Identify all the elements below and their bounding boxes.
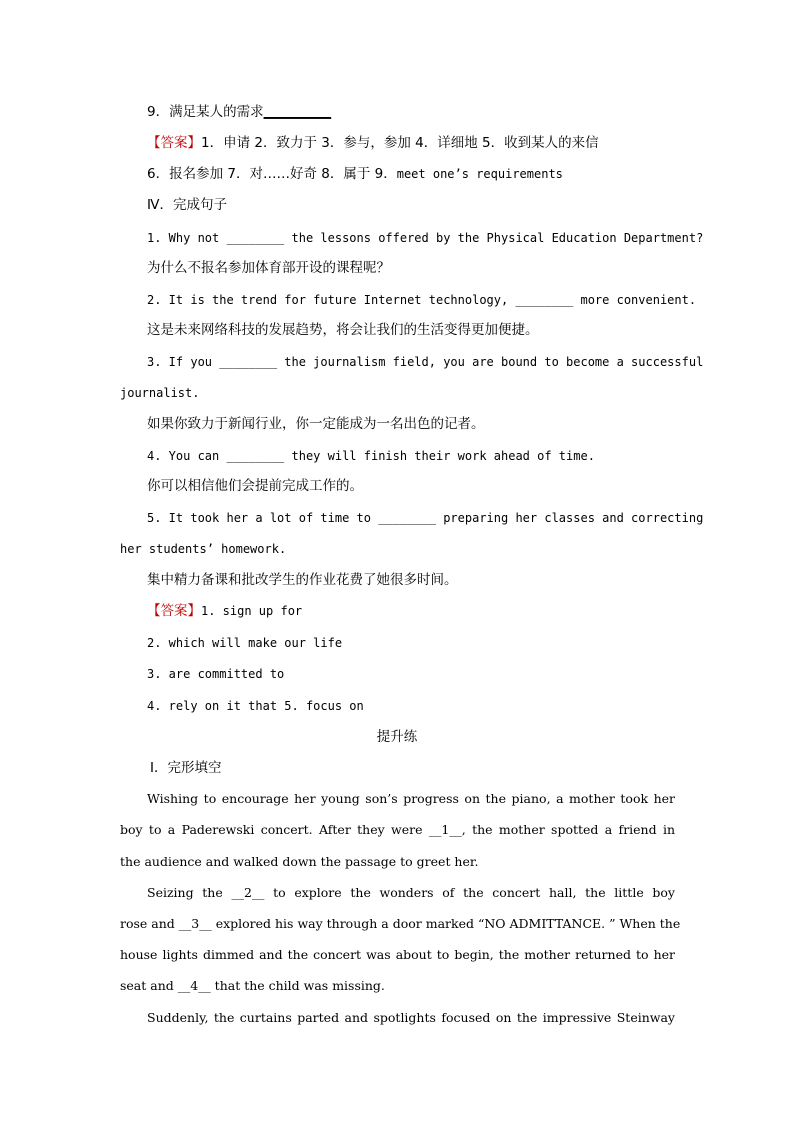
sentence-4-zh: 你可以相信他们会提前完成工作的。: [147, 478, 363, 494]
answer-2-item-3: 3. are committed to: [147, 667, 285, 681]
sentence-4-en: 4. You can ________ they will finish their work ahead of time.: [147, 449, 595, 463]
passage-line-7: seat and __4__ that the child was missing.: [120, 978, 385, 993]
answer-1-line1: 1．申请 2．致力于 3．参与，参加 4．详细地 5．收到某人的来信: [201, 135, 599, 151]
sentence-3-en-line1: 3. If you ________ the journalism field, you are bound to become a successful: [147, 355, 704, 369]
passage-line-6: house lights dimmed and the concert was about to begin, the mother returned to her: [120, 947, 675, 962]
answer-2-item-2: 2. which will make our life: [147, 636, 343, 650]
sentence-3-en-line2: journalist.: [120, 386, 200, 400]
answer-block-1-line2: [147, 166, 563, 182]
sentence-5-en-line1: 5. It took her a lot of time to ________ preparing her classes and correcting: [147, 511, 704, 525]
answer-1-line2-zh: 6．报名参加 7．对……好奇 8．属于 9．: [147, 166, 397, 182]
sentence-5-en-line2: her students’ homework.: [120, 542, 287, 556]
passage-line-8: Suddenly, the curtains parted and spotlights focused on the impressive Steinway: [147, 1010, 675, 1025]
answer-2-item-4: 4. rely on it that 5. focus on: [147, 699, 364, 713]
question-9-blank: __________: [263, 104, 332, 120]
sentence-3-zh: 如果你致力于新闻行业，你一定能成为一名出色的记者。: [147, 416, 485, 432]
question-9: [147, 104, 331, 120]
answer-tag: 【答案】: [147, 135, 201, 151]
answer-tag-2: 【答案】: [147, 603, 201, 619]
question-9-text: 9．满足某人的需求: [147, 104, 264, 120]
sentence-1-en: 1. Why not ________ the lessons offered by the Physical Education Department?: [147, 231, 704, 245]
section-4-title: Ⅳ．完成句子: [147, 197, 227, 213]
sentence-1-zh: 为什么不报名参加体育部开设的课程呢？: [147, 260, 390, 276]
sentence-2-zh: 这是未来网络科技的发展趋势，将会让我们的生活变得更加便捷。: [147, 322, 539, 338]
section-1-title: Ⅰ．完形填空: [150, 760, 222, 776]
answer-block-2-line1: [147, 603, 302, 619]
passage-line-5: rose and __3__ explored his way through a door marked “NO ADMITTANCE. ” When the: [120, 916, 681, 931]
passage-line-4: Seizing the __2__ to explore the wonders of the concert hall, the little boy: [147, 885, 675, 900]
answer-1-line2-en: meet one’s requirements: [396, 167, 563, 181]
sentence-5-zh: 集中精力备课和批改学生的作业花费了她很多时间。: [147, 572, 458, 588]
answer-block-1-line1: [147, 135, 599, 151]
passage-line-1: Wishing to encourage her young son’s progress on the piano, a mother took her: [147, 791, 675, 806]
passage-line-3: the audience and walked down the passage to greet her.: [120, 854, 479, 869]
passage-line-2: boy to a Paderewski concert. After they were __1__, the mother spotted a friend in: [120, 822, 675, 837]
section-heading: 提升练: [376, 729, 418, 745]
sentence-2-en: 2. It is the trend for future Internet technology, ________ more convenient.: [147, 293, 697, 307]
answer-2-item-1: 1. sign up for: [201, 604, 303, 618]
